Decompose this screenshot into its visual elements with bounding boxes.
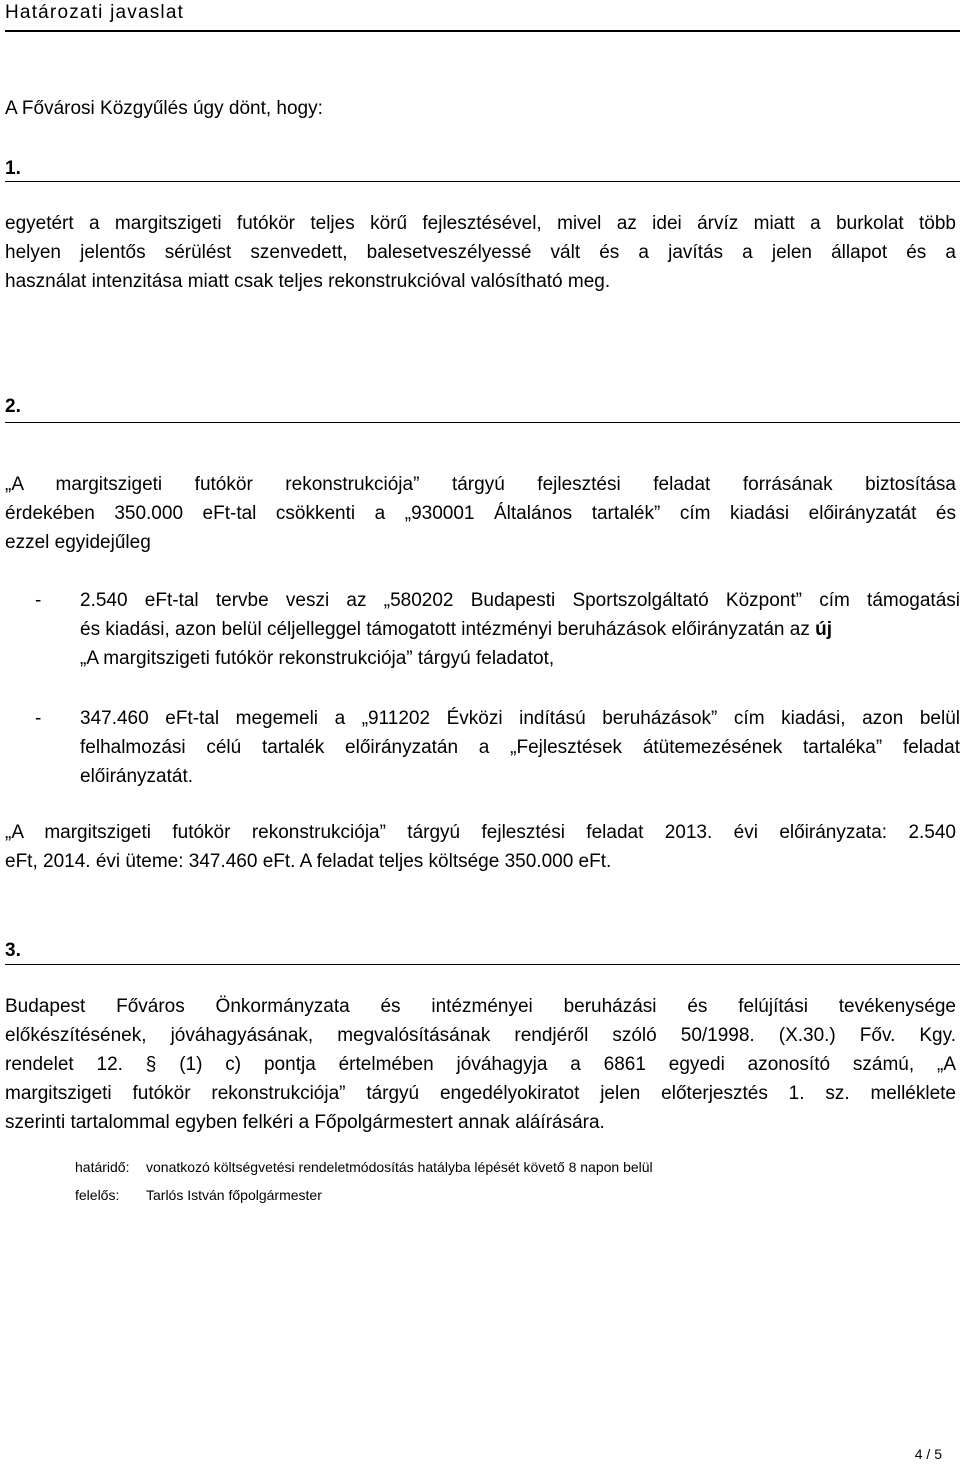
deadline-value: vonatkozó költségvetési rendeletmódosítás hatályba lépését követő 8 napon belül bbox=[146, 1159, 653, 1175]
section-1-line: használat intenzitása miatt csak teljes rekonstrukcióval valósítható meg. bbox=[5, 271, 611, 292]
list-item-line: előirányzatát. bbox=[80, 766, 194, 787]
section-2-divider bbox=[5, 422, 960, 423]
list-item-line bbox=[80, 615, 960, 644]
section-3-line: margitszigeti futókör rekonstrukciója” tárgyú engedélyokiratot jelen előterjesztés 1. sz. melléklete bbox=[5, 1083, 956, 1104]
intro-text: A Fővárosi Közgyűlés úgy dönt, hogy: bbox=[5, 98, 323, 119]
list-dash: - bbox=[35, 590, 42, 611]
responsible-label: felelős: bbox=[75, 1187, 120, 1203]
responsible-value: Tarlós István főpolgármester bbox=[146, 1187, 322, 1203]
section-1-divider bbox=[5, 181, 960, 182]
list-dash: - bbox=[35, 708, 42, 729]
list-item-line: 347.460 eFt-tal megemeli a „911202 Évközi indítású beruházások” cím kiadási, azon belül bbox=[80, 708, 960, 729]
section-1-text bbox=[5, 209, 956, 296]
section-3-text bbox=[5, 992, 956, 1137]
list-item bbox=[5, 704, 960, 794]
header-divider bbox=[5, 30, 960, 32]
list-item-line: 2.540 eFt-tal tervbe veszi az „580202 Budapesti Sportszolgáltató Központ” cím támogatási bbox=[80, 590, 960, 611]
deadline-label: határidő: bbox=[75, 1159, 130, 1175]
section-3-divider bbox=[5, 964, 960, 965]
document-header-title: Határozati javaslat bbox=[5, 2, 185, 23]
list-item-line: felhalmozási célú tartalék előirányzatán a „Fejlesztések átütemezésének tartaléka” feladat bbox=[80, 737, 960, 758]
section-1-line: helyen jelentős sérülést szenvedett, balesetveszélyessé vált és a javítás a jelen állapot és a bbox=[5, 242, 956, 263]
section-3-line: rendelet 12. § (1) c) pontja értelmében jóváhagyja a 6861 egyedi azonosító számú, „A bbox=[5, 1054, 956, 1075]
section-3-line: szerinti tartalommal egyben felkéri a Főpolgármestert annak aláírására. bbox=[5, 1112, 605, 1133]
list-item-body bbox=[80, 586, 960, 673]
section-2-intro-line: „A margitszigeti futókör rekonstrukciója” tárgyú fejlesztési feladat forrásának biztosítása bbox=[5, 474, 956, 495]
section-3-line: előkészítésének, jóváhagyásának, megvalósításának rendjéről szóló 50/1998. (X.30.) Főv. Kgy. bbox=[5, 1025, 956, 1046]
section-3-line: Budapest Főváros Önkormányzata és intézményei beruházási és felújítási tevékenysége bbox=[5, 996, 956, 1017]
section-3-number: 3. bbox=[5, 940, 21, 961]
section-2-intro-line: érdekében 350.000 eFt-tal csökkenti a „930001 Általános tartalék” cím kiadási előirányzatát és bbox=[5, 503, 956, 524]
list-item-line: „A margitszigeti futókör rekonstrukciója” tárgyú feladatot, bbox=[80, 648, 555, 669]
section-2-intro-line: ezzel egyidejűleg bbox=[5, 532, 151, 553]
page-number: 4 / 5 bbox=[914, 1446, 942, 1462]
list-item-line-text: és kiadási, azon belül céljelleggel támogatott intézményi beruházások előirányzatán az bbox=[80, 619, 810, 640]
section-2-summary-line: „A margitszigeti futókör rekonstrukciója” tárgyú fejlesztési feladat 2013. évi előirányzata: 2.540 bbox=[5, 822, 956, 843]
section-1-number: 1. bbox=[5, 158, 21, 179]
list-item bbox=[5, 586, 960, 676]
section-2-summary bbox=[5, 818, 956, 876]
section-2-number: 2. bbox=[5, 396, 21, 417]
section-2-summary-line: eFt, 2014. évi üteme: 347.460 eFt. A feladat teljes költsége 350.000 eFt. bbox=[5, 851, 612, 872]
emphasis-new: új bbox=[815, 619, 832, 640]
list-item-body bbox=[80, 704, 960, 791]
section-1-line: egyetért a margitszigeti futókör teljes körű fejlesztésével, mivel az idei árvíz miatt a burkolat több bbox=[5, 213, 956, 234]
section-2-intro bbox=[5, 470, 956, 557]
